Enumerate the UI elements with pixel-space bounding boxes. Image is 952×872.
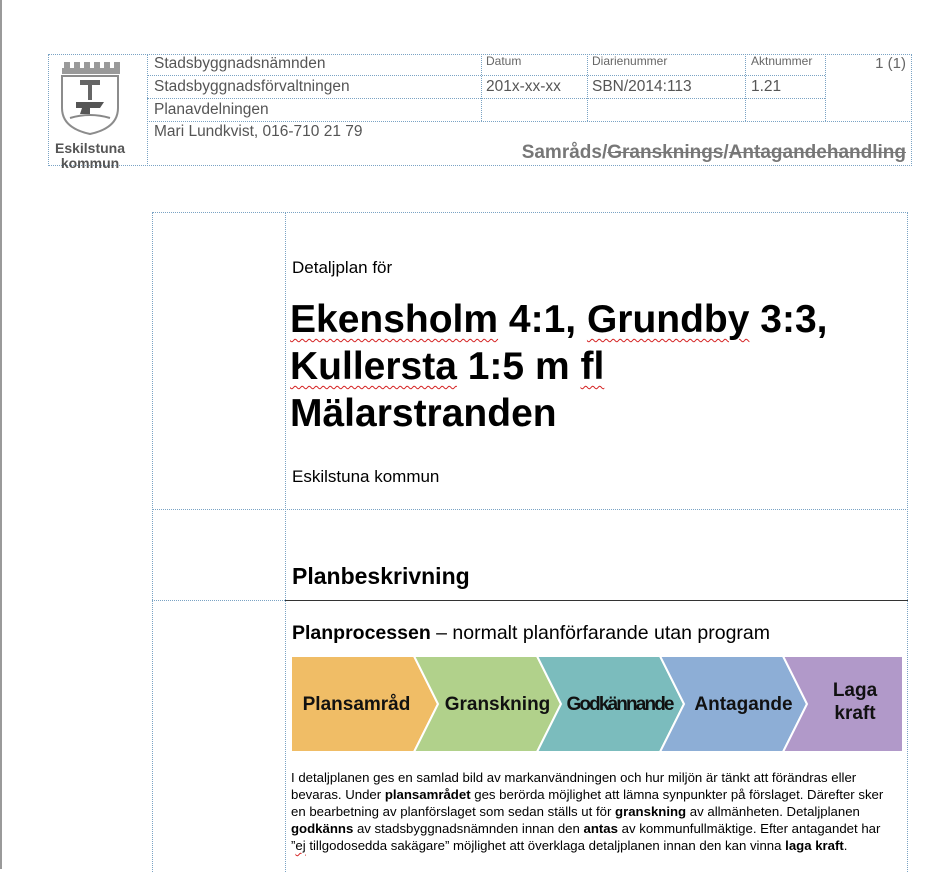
para-text: av kommunfullmäktige. Efter antagandet har ” bbox=[291, 821, 881, 853]
datum-value: 201x-xx-xx bbox=[486, 78, 561, 95]
eskilstuna-logo bbox=[50, 56, 146, 171]
header-rule bbox=[825, 54, 826, 121]
document-body bbox=[152, 212, 908, 872]
logo-text-line2: kommun bbox=[60, 155, 120, 171]
para-bold-laga-kraft: laga kraft bbox=[785, 838, 844, 853]
header-rule bbox=[48, 165, 912, 166]
coat-of-arms-icon bbox=[50, 56, 130, 136]
para-bold-granskning: granskning bbox=[615, 804, 687, 819]
org-department: Planavdelningen bbox=[154, 101, 269, 118]
body-rule bbox=[285, 212, 286, 872]
status-antagande: Antagandehandling bbox=[728, 142, 906, 163]
plan-prefix: Detaljplan för bbox=[292, 258, 393, 277]
page-number: 1 (1) bbox=[875, 55, 906, 72]
header-rule bbox=[48, 54, 49, 166]
para-text: tillgodosedda sakägare” möjlighet att överklaga detaljplanen innan den kan vinna bbox=[305, 838, 786, 853]
para-bold-godkanns: godkänns bbox=[291, 821, 354, 836]
header-rule bbox=[911, 54, 912, 166]
body-rule bbox=[907, 212, 908, 872]
process-heading-bold: Planprocessen bbox=[292, 622, 431, 644]
process-step-label: Granskning bbox=[444, 694, 551, 715]
para-text: ges berörda möjlighet att lämna synpunkter på förslaget. Därefter sker en bearbetning av planförslaget som sedan ställs ut för bbox=[291, 787, 884, 819]
body-rule bbox=[152, 212, 153, 872]
process-description bbox=[291, 769, 891, 854]
process-step-label: Antagande bbox=[694, 694, 793, 715]
title-word-grundby: Grundby bbox=[586, 298, 750, 341]
header-rule bbox=[587, 54, 588, 121]
title-word-fl: fl bbox=[580, 345, 605, 388]
status-slash: / bbox=[723, 142, 729, 163]
diarienummer-value: SBN/2014:113 bbox=[592, 78, 692, 95]
process-step-label: Godkännande bbox=[566, 694, 675, 715]
logo-text-line1: Eskilstuna bbox=[54, 140, 126, 156]
aktnummer-label: Aktnummer bbox=[751, 54, 813, 68]
body-rule bbox=[152, 212, 908, 213]
para-text: . bbox=[843, 838, 848, 853]
header-rule bbox=[147, 98, 825, 99]
title-line3: Mälarstranden bbox=[290, 392, 557, 435]
page-edge bbox=[0, 0, 2, 869]
section-heading: Planbeskrivning bbox=[292, 563, 470, 589]
title-word-kullersta: Kullersta bbox=[290, 345, 457, 388]
para-text: I detaljplanen ges en samlad bild av markanvändningen och hur miljön är tänkt att förändras eller bevaras. Under bbox=[291, 770, 857, 802]
header-rule bbox=[147, 75, 825, 76]
title-part: 3:3, bbox=[749, 298, 828, 341]
title-part: 4:1, bbox=[498, 298, 587, 341]
title-part: 1:5 m bbox=[456, 345, 581, 388]
header-rule bbox=[147, 121, 912, 122]
process-step-label: Plansamråd bbox=[302, 694, 411, 715]
org-administration: Stadsbyggnadsförvaltningen bbox=[154, 78, 350, 95]
para-text: av allmänheten. Detaljplanen bbox=[686, 804, 860, 819]
para-text: av stadsbyggnadsnämnden innan den bbox=[353, 821, 584, 836]
contact-person: Mari Lundkvist, 016-710 21 79 bbox=[154, 123, 363, 140]
plan-title bbox=[290, 296, 828, 437]
document-header bbox=[48, 54, 912, 171]
datum-label: Datum bbox=[486, 54, 522, 68]
header-rule bbox=[745, 54, 746, 121]
body-rule bbox=[152, 509, 908, 510]
diarienummer-label: Diarienummer bbox=[592, 54, 668, 68]
org-committee: Stadsbyggnadsnämnden bbox=[154, 55, 326, 72]
header-rule bbox=[481, 54, 482, 121]
header-rule bbox=[147, 54, 148, 166]
aktnummer-value: 1.21 bbox=[751, 78, 782, 95]
process-heading-rest: – normalt planförfarande utan program bbox=[430, 622, 771, 644]
title-word-ekensholm: Ekensholm bbox=[290, 298, 499, 341]
body-rule bbox=[152, 600, 285, 601]
section-rule bbox=[285, 600, 908, 601]
para-word-ej: ej bbox=[295, 838, 306, 853]
status-samrads: Samråds/ bbox=[521, 142, 608, 163]
municipality: Eskilstuna kommun bbox=[292, 467, 440, 486]
document-status bbox=[522, 142, 906, 164]
para-bold-plansamradet: plansamrådet bbox=[384, 787, 471, 802]
para-bold-antas: antas bbox=[583, 821, 618, 836]
process-heading bbox=[292, 622, 770, 645]
status-gransknings: Gransknings bbox=[607, 142, 724, 163]
process-diagram bbox=[291, 656, 903, 752]
process-step-label: Laga kraft bbox=[832, 680, 878, 724]
